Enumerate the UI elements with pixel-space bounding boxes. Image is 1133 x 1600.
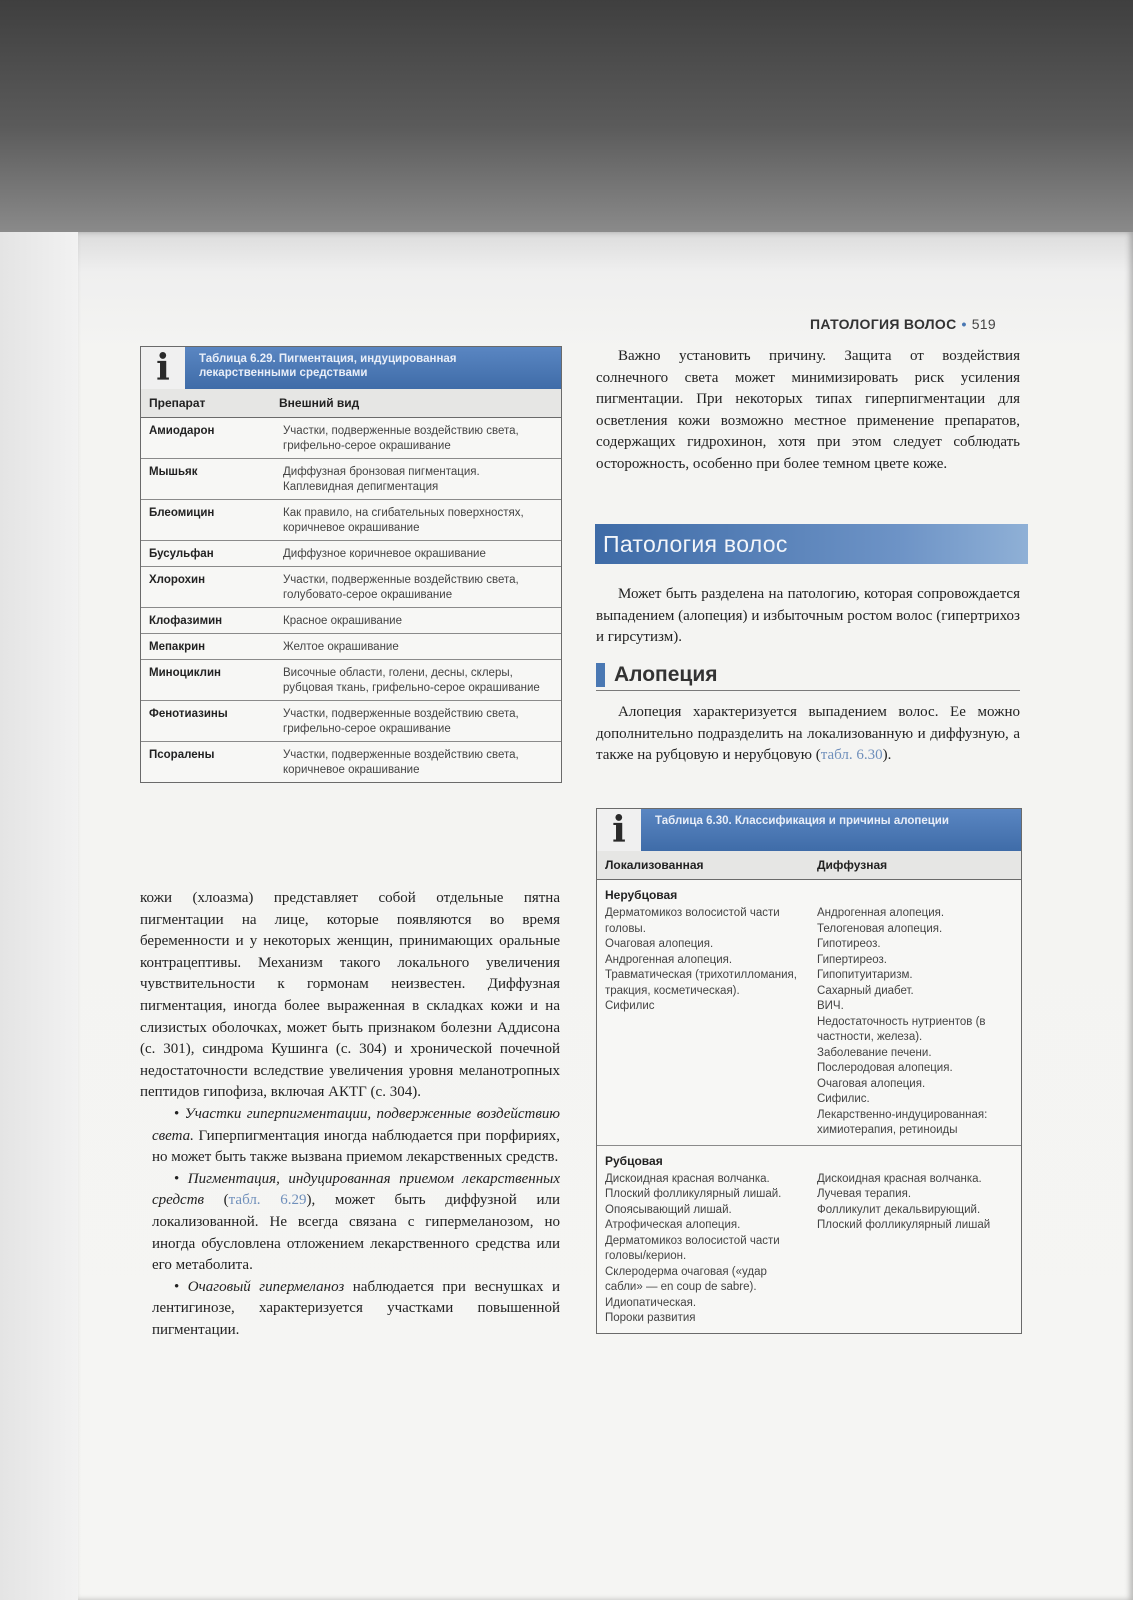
- drug-name: Мепакрин: [149, 641, 206, 653]
- drug-name: Псоралены: [149, 749, 215, 761]
- section-text: [596, 584, 1020, 649]
- list-item: Гипертиреоз.: [817, 953, 887, 966]
- drug-name: Фенотиазины: [149, 708, 228, 720]
- list-item: Сифилис: [605, 1000, 655, 1012]
- table-row: [141, 500, 561, 541]
- table-header-band: [141, 347, 561, 389]
- col-header-appearance: Внешний вид: [279, 396, 360, 410]
- bullet-lead: Очаговый гипермеланоз: [187, 1278, 345, 1295]
- table-row: [141, 567, 561, 608]
- list-item: Дискоидная красная волчанка.: [817, 1172, 982, 1185]
- paragraph: кожи (хлоазма) представляет собой отдельные пятна пигментации на лице, которые появляются во время беременности и у некоторых женщин, принимающих оральные контрацептивы. Механизм такого локального увеличения чувствительности к гормонам неизвестен. Диффузная пигментация, иногда более выраженная в складках кожи и на слизистых оболочках, может быть признаком болезни Аддисона (с. 301), синдрома Кушинга (с. 304) и хронической почечной недостаточности вследствие увеличения уровня меланотропных пептидов гипофиза, включая АКТГ (с. 304).: [140, 890, 560, 1101]
- table-6-30: [596, 808, 1022, 1334]
- list-item: Андрогенная алопеция.: [605, 953, 733, 966]
- paragraph-text: Алопеция характеризуется выпадением волос. Ее можно дополнительно подразделить на локализованную и диффузную, а также на рубцовую и нерубцовую (: [596, 704, 1020, 764]
- table-row: [141, 418, 561, 459]
- list-item: Андрогенная алопеция.: [817, 907, 945, 919]
- list-item: Гипопитуитаризм.: [817, 969, 913, 981]
- info-badge-icon: i: [141, 347, 185, 389]
- drug-appearance: Диффузная бронзовая пигментация. Каплевидная депигментация: [283, 466, 480, 493]
- paragraph: Может быть разделена на патологию, которая сопровождается выпадением (алопеция) и избыточным ростом волос (гипертрихоз и гирсутизм).: [596, 586, 1020, 646]
- list-item: Гипотиреоз.: [817, 938, 881, 950]
- drug-appearance: Красное окрашивание: [283, 615, 402, 627]
- bullet-text: ), может быть диффузной или локализованной. Не всегда связана с гипермеланозом, но иногда обусловлена отложением лекарственного средства или его метаболита.: [152, 1192, 560, 1274]
- list-item: Травматическая (трихотилломания, тракция, косметическая).: [605, 969, 797, 997]
- list-item: Недостаточность нутриентов (в частности, железа).: [817, 1015, 986, 1043]
- bullet-lead: Пигментация, индуцированная приемом лекарственных средств: [152, 1170, 560, 1209]
- table-reference-link[interactable]: табл. 6.29: [228, 1192, 307, 1209]
- paragraph: [596, 702, 1020, 767]
- col-header-diffuse: Диффузная: [817, 858, 888, 872]
- info-badge-icon: i: [597, 809, 641, 851]
- list-item: Фолликулит декальвирующий.: [817, 1203, 981, 1216]
- list-item: Заболевание печени.: [817, 1046, 932, 1059]
- table-row: [141, 608, 561, 634]
- list-item: Дискоидная красная волчанка.: [605, 1172, 770, 1185]
- subsection-title: Алопеция: [614, 663, 718, 686]
- list-item: Лучевая терапия.: [817, 1188, 912, 1200]
- list-item: Пороки развития: [605, 1312, 696, 1324]
- scanner-dark-area: [0, 0, 1133, 232]
- table-row: [141, 742, 561, 782]
- list-item: Телогеновая алопеция.: [817, 922, 943, 935]
- list-item: Очаговая алопеция.: [817, 1077, 926, 1090]
- group-title-scarring: Рубцовая: [605, 1153, 663, 1168]
- list-item: Сифилис.: [817, 1093, 870, 1105]
- running-title: ПАТОЛОГИЯ ВОЛОС: [810, 316, 957, 332]
- heading-bar: [596, 663, 605, 687]
- drug-appearance: Диффузное коричневое окрашивание: [283, 548, 486, 560]
- list-item: Плоский фолликулярный лишай.: [605, 1188, 782, 1200]
- table-header-band: [597, 809, 1021, 851]
- table-reference-link[interactable]: табл. 6.30: [820, 747, 883, 764]
- bullet-item: • Участки гиперпигментации, подверженные воздействию света. Гиперпигментация иногда наблюдается при порфириях, но может быть также вызвана приемом лекарственных средств.: [152, 1105, 560, 1166]
- drug-name: Амиодарон: [149, 425, 215, 437]
- list-item: Опоясывающий лишай.: [605, 1203, 732, 1216]
- table-row: [141, 701, 561, 742]
- table-title: Таблица 6.29. Пигментация, индуцированная лекарственными средствами: [199, 353, 457, 379]
- drug-appearance: Как правило, на сгибательных поверхностях, коричневое окрашивание: [283, 507, 524, 534]
- drug-appearance: Участки, подверженные воздействию света, голубовато-серое окрашивание: [283, 574, 519, 601]
- list-item: Склеродерма очаговая («удар сабли» — en coup de sabre).: [605, 1265, 767, 1293]
- list-item: Сахарный диабет.: [817, 984, 914, 997]
- col-header-drug: Препарат: [149, 396, 206, 410]
- group-title-nonscarring: Нерубцовая: [605, 888, 678, 902]
- list-item: Очаговая алопеция.: [605, 938, 714, 950]
- column-headers: [141, 389, 561, 418]
- page-number: 519: [971, 316, 996, 332]
- bullet-item: • Пигментация, индуцированная приемом лекарственных средств (табл. 6.29), может быть диффузной или локализованной. Не всегда связана с гипермеланозом, но иногда обусловлена отложением лекарственного средства или его метаболита.: [152, 1170, 560, 1274]
- drug-appearance: Желтое окрашивание: [283, 641, 399, 653]
- localized-list: [597, 904, 809, 1145]
- group-scarring: [597, 1170, 1021, 1333]
- table-row: [141, 634, 561, 660]
- column-headers: [597, 851, 1021, 880]
- subsection-text: [596, 702, 1020, 767]
- drug-appearance: Участки, подверженные воздействию света, грифельно-серое окрашивание: [283, 425, 519, 452]
- table-6-29: [140, 346, 562, 783]
- drug-name: Блеомицин: [149, 507, 215, 519]
- section-title: Патология волос: [595, 524, 1028, 564]
- diffuse-list: [809, 904, 1021, 1145]
- localized-list: [597, 1170, 809, 1333]
- paragraph-text: ).: [882, 747, 892, 764]
- col-header-localized: Локализованная: [605, 858, 704, 872]
- list-item: Плоский фолликулярный лишай: [817, 1219, 991, 1231]
- list-item: Дерматомикоз волосистой части головы.: [605, 907, 780, 935]
- drug-appearance: Участки, подверженные воздействию света, грифельно-серое окрашивание: [283, 708, 519, 735]
- table-title: Таблица 6.30. Классификация и причины алопеции: [655, 815, 949, 827]
- running-header: [810, 316, 996, 332]
- facing-page-edge: [0, 232, 80, 1600]
- table-body: [141, 418, 561, 782]
- table-row: [141, 660, 561, 701]
- drug-name: Клофазимин: [149, 615, 223, 627]
- drug-name: Миноциклин: [149, 667, 221, 679]
- bullet-text: Гиперпигментация иногда наблюдается при порфириях, но может быть также вызвана приемом лекарственных средств.: [152, 1127, 560, 1166]
- left-column-text: [140, 888, 560, 1341]
- right-column-intro: [596, 346, 1020, 476]
- drug-name: Бусульфан: [149, 548, 214, 560]
- bullet-item: • Очаговый гипермеланоз наблюдается при веснушках и лентигинозе, характеризуется участками повышенной пигментации.: [152, 1278, 560, 1338]
- header-separator: •: [961, 316, 967, 332]
- diffuse-list: [809, 1170, 1021, 1333]
- table-row: [141, 541, 561, 567]
- bullet-lead: Участки гиперпигментации, подверженные воздействию света.: [152, 1105, 560, 1144]
- drug-appearance: Участки, подверженные воздействию света, коричневое окрашивание: [283, 749, 519, 776]
- subsection-heading: [596, 660, 1020, 691]
- list-item: Дерматомикоз волосистой части головы/керион.: [605, 1234, 780, 1262]
- bullet-text: (: [204, 1192, 229, 1209]
- list-item: Послеродовая алопеция.: [817, 1062, 953, 1074]
- list-item: Лекарственно-индуцированная: химиотерапия, ретиноиды: [817, 1108, 988, 1136]
- list-item: Атрофическая алопеция.: [605, 1219, 741, 1231]
- group-nonscarring: [597, 904, 1021, 1145]
- list-item: Идиопатическая.: [605, 1296, 697, 1309]
- drug-name: Хлорохин: [149, 574, 206, 586]
- paragraph: Важно установить причину. Защита от воздействия солнечного света может минимизировать риск усиления пигментации. При некоторых типах гиперпигментации для осветления кожи возможно местное применение препаратов, содержащих гидрохинон, хотя при этом следует соблюдать осторожность, особенно при более темном цвете коже.: [596, 348, 1020, 472]
- drug-name: Мышьяк: [149, 466, 198, 478]
- table-row: [141, 459, 561, 500]
- drug-appearance: Височные области, голени, десны, склеры, рубцовая ткань, грифельно-серое окрашивание: [283, 667, 540, 694]
- bullet-text: наблюдается при веснушках и лентигинозе, характеризуется участками повышенной пигментации.: [152, 1278, 560, 1338]
- list-item: ВИЧ.: [817, 1000, 844, 1012]
